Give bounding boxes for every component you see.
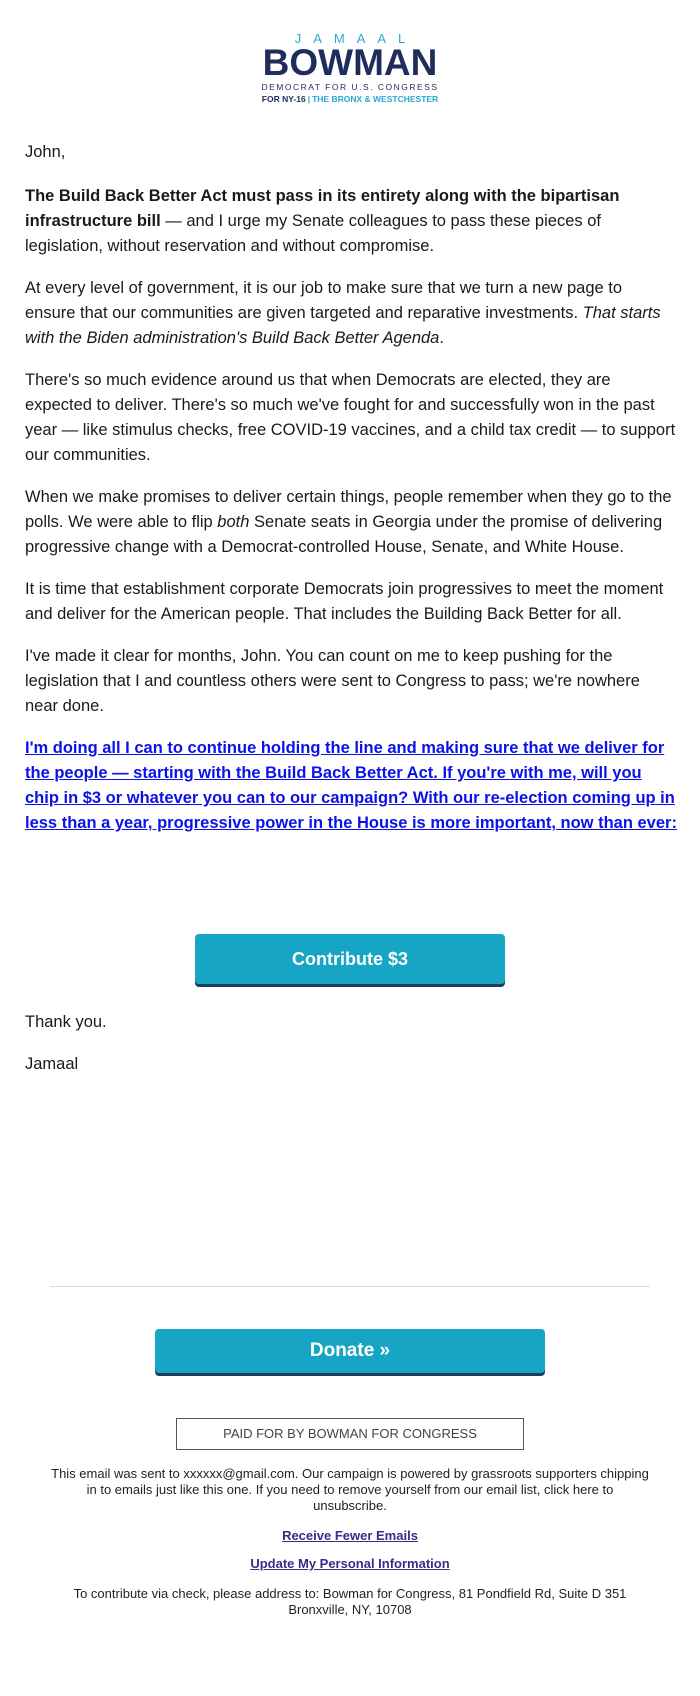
logo-district: FOR NY-16 <box>261 94 306 104</box>
logo-separator: | <box>307 94 311 104</box>
footer-notice: This email was sent to xxxxxx@gmail.com. Our campaign is powered by grassroots supporters chipping in to emails just like this one. If you need to remove yourself from our email list, click here to unsubscribe. <box>51 1466 649 1513</box>
check-address: To contribute via check, please address to: Bowman for Congress, 81 Pondfield Rd, Suite D 351 Bronxville, NY, 10708 <box>73 1586 627 1617</box>
logo-first-name: JAMAAL <box>294 31 418 46</box>
paragraph-1-rest: — and I urge my Senate colleagues to pass these pieces of legislation, without reservation and without compromise. <box>25 212 601 255</box>
email-footer <box>50 1466 650 1618</box>
donation-ask-link[interactable] <box>25 736 677 836</box>
donate-section <box>0 1329 700 1373</box>
paragraph-3: There's so much evidence around us that when Democrats are elected, they are expected to deliver. There's so much we've fought for and successfully won in the past year — like stimulus checks, free COVID-19 vaccines, and a child tax credit — to support our communities. <box>25 371 676 464</box>
paragraph-4 <box>25 485 677 560</box>
donate-button[interactable]: Donate » <box>155 1329 545 1373</box>
paragraph-4-a: When we make promises to deliver certain things, people remember when they go to the polls. We were able to flip <box>25 488 672 531</box>
campaign-logo <box>0 32 700 105</box>
paragraph-4-italic: both <box>217 513 250 531</box>
donation-ask-text[interactable]: I'm doing all I can to continue holding the line and making sure that we deliver for the people — starting with the Build Back Better Act. If you're with me, will you chip in $3 or whatever you can to our campaign? With our re-election coming up in less than a year, progressive power in the House is more important, now than ever: <box>25 739 677 832</box>
paragraph-4-b: Senate seats in Georgia under the promise of delivering progressive change with a Democrat-controlled House, Senate, and White House. <box>25 513 663 556</box>
logo-region: THE BRONX & WESTCHESTER <box>312 94 439 104</box>
logo-district-line <box>0 93 700 105</box>
signature: Jamaal <box>25 1055 79 1073</box>
paragraph-2-italic: That starts with the Biden administration's Build Back Better Agenda <box>25 304 661 347</box>
paragraph-1-bold: The Build Back Better Act must pass in its entirety along with the bipartisan infrastructure bill <box>25 187 620 230</box>
footer-divider <box>50 1286 650 1287</box>
paragraph-6: I've made it clear for months, John. You can count on me to keep pushing for the legislation that I and countless others were sent to Congress to pass; we're nowhere near done. <box>25 647 640 715</box>
signoff <box>25 1010 107 1094</box>
contribute-button[interactable]: Contribute $3 <box>195 934 505 984</box>
thanks: Thank you. <box>25 1013 107 1031</box>
paragraph-5: It is time that establishment corporate Democrats join progressives to meet the moment and deliver for the American people. That includes the Building Back Better for all. <box>25 580 664 623</box>
contribute-section <box>0 934 700 984</box>
paragraph-2-text: At every level of government, it is our job to make sure that we turn a new page to ensure that our communities are given targeted and reparative investments. <box>25 279 623 322</box>
paragraph-2 <box>25 276 677 351</box>
paid-for-disclaimer: PAID FOR BY BOWMAN FOR CONGRESS <box>176 1418 524 1450</box>
receive-fewer-emails-link[interactable]: Receive Fewer Emails <box>282 1528 418 1543</box>
greeting: John, <box>25 143 66 161</box>
update-personal-info-link[interactable]: Update My Personal Information <box>250 1556 450 1571</box>
email-body <box>25 140 677 853</box>
logo-tagline: DEMOCRAT FOR U.S. CONGRESS <box>261 82 439 92</box>
paragraph-1 <box>25 184 677 259</box>
paragraph-2-end: . <box>439 329 444 347</box>
logo-last-name: BOWMAN <box>262 42 438 83</box>
